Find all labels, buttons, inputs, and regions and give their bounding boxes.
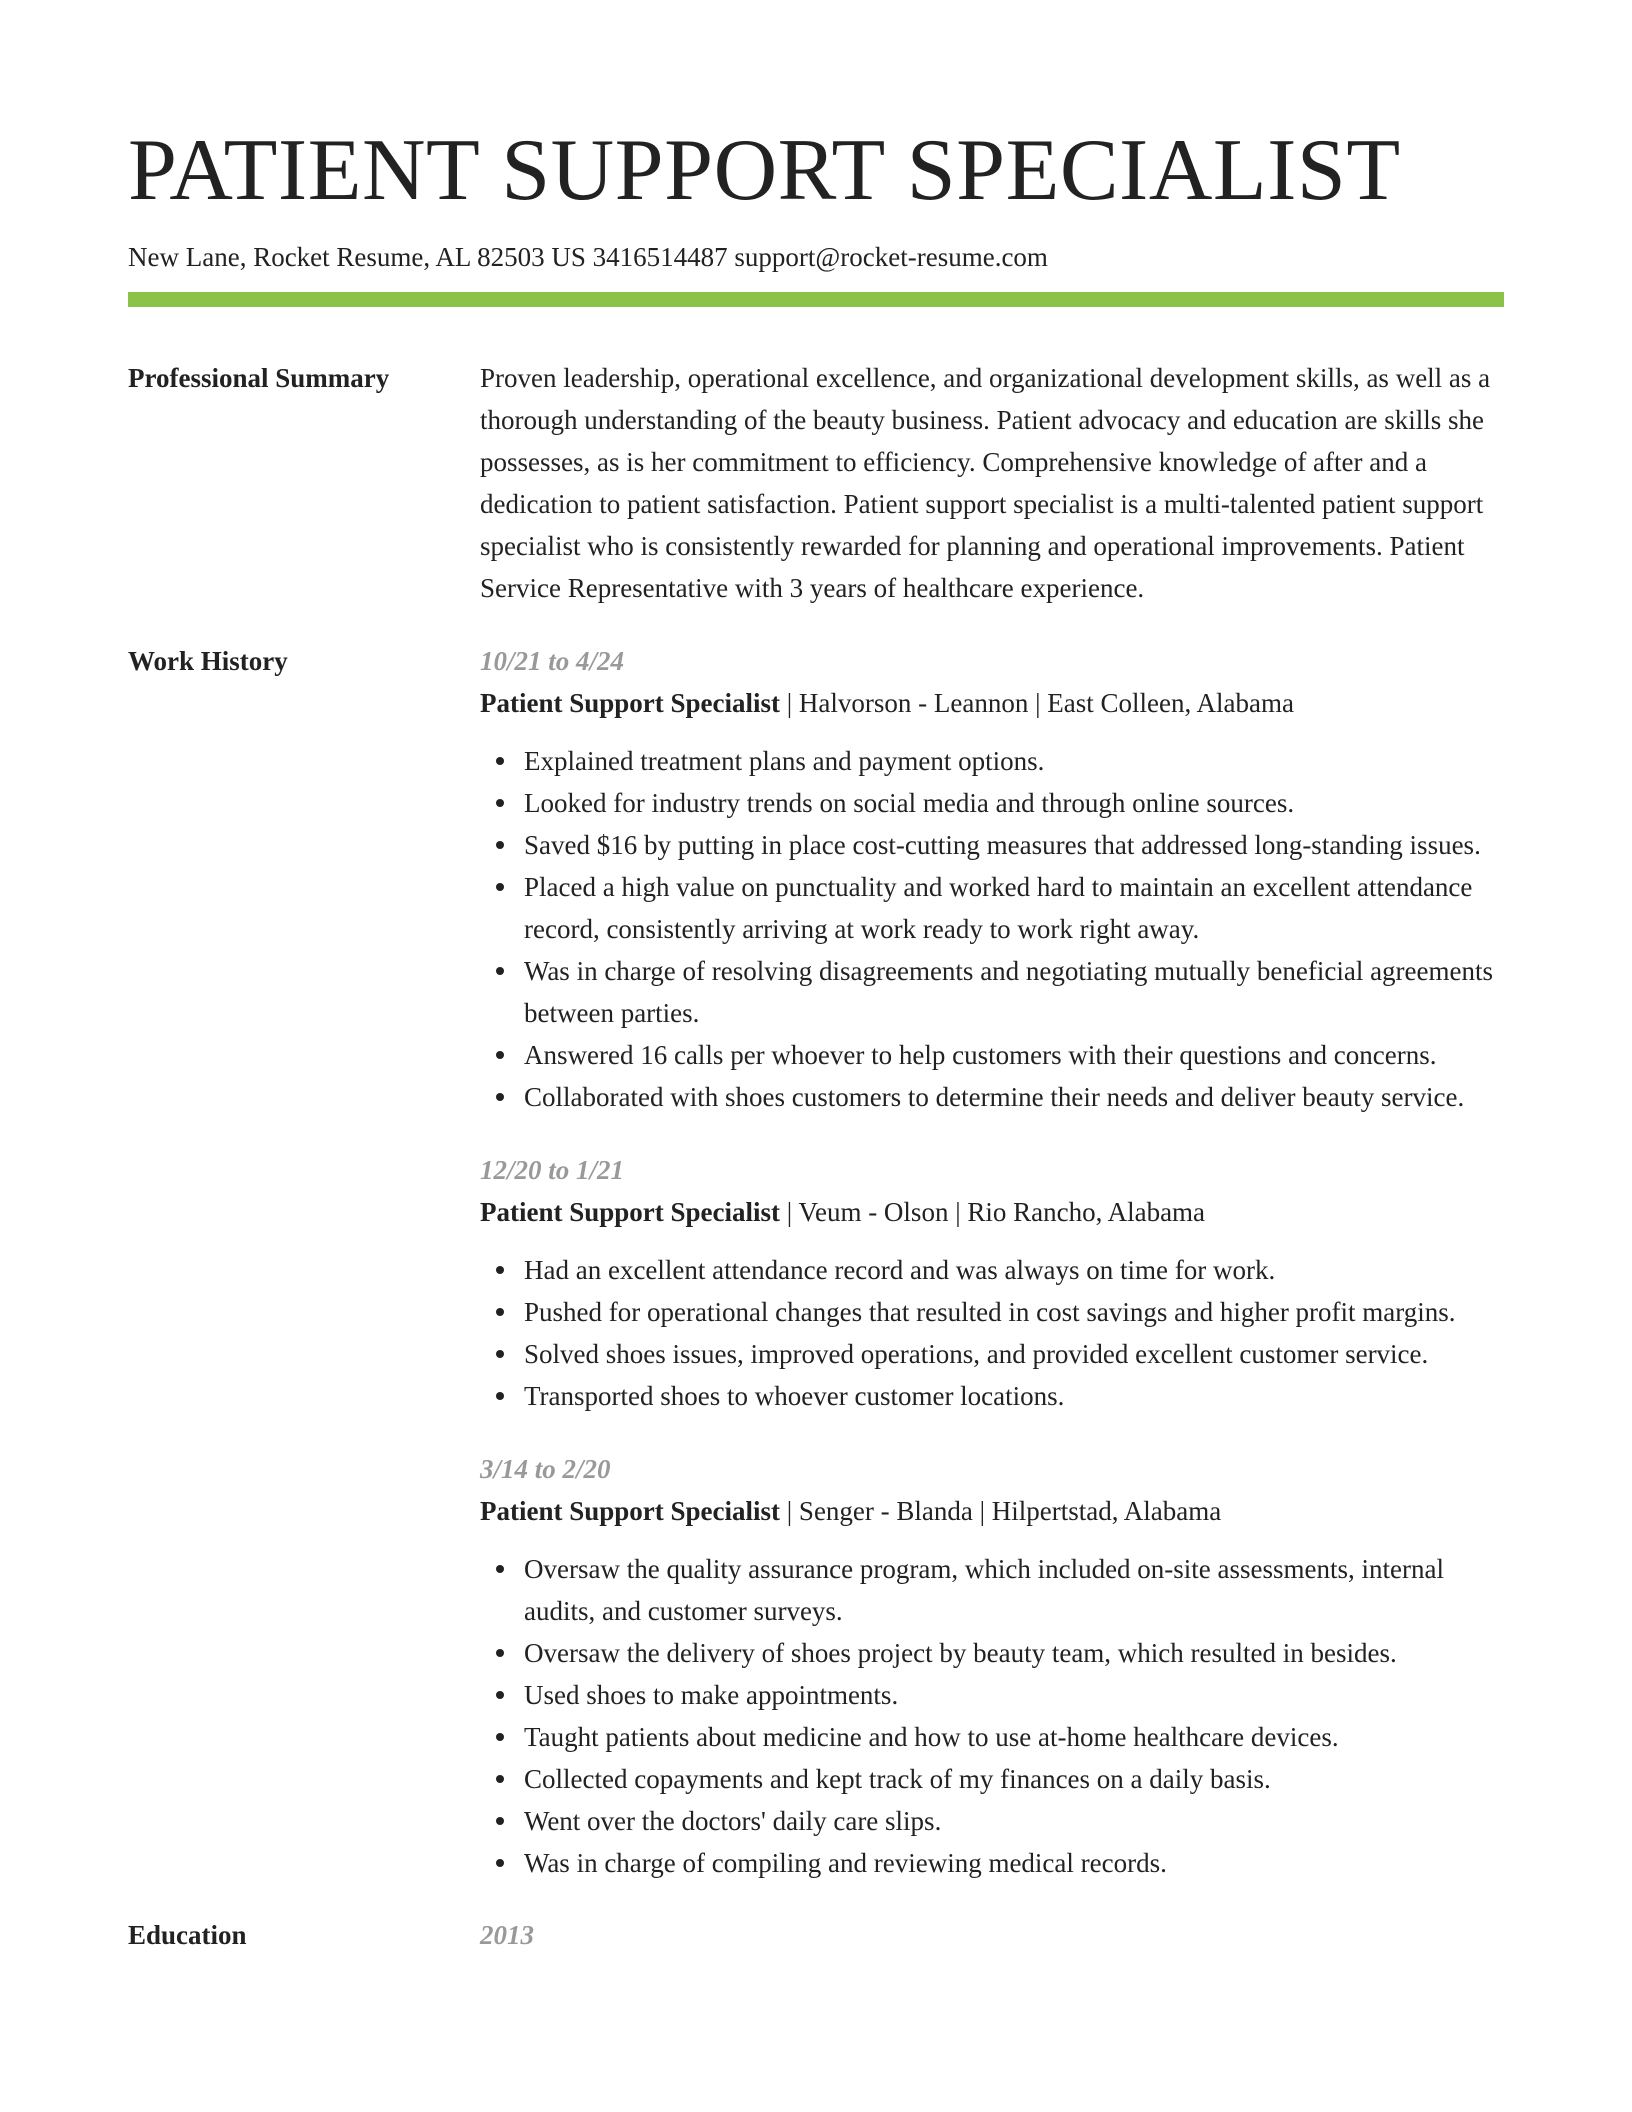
list-item: Solved shoes issues, improved operations, and provided excellent customer service.	[524, 1333, 1504, 1375]
section-label-summary: Professional Summary	[128, 363, 390, 393]
list-item: Had an excellent attendance record and was always on time for work.	[524, 1249, 1504, 1291]
job-entry	[480, 640, 1504, 1118]
job-employer-location: | Halvorson - Leannon | East Colleen, Alabama	[780, 688, 1294, 718]
section-label-education: Education	[128, 1920, 247, 1950]
job-title: Patient Support Specialist	[480, 1197, 781, 1227]
list-item: Placed a high value on punctuality and worked hard to maintain an excellent attendance record, consistently arriving at work ready to work right away.	[524, 866, 1504, 950]
job-title: Patient Support Specialist	[480, 1496, 781, 1526]
job-employer-location: | Veum - Olson | Rio Rancho, Alabama	[780, 1197, 1206, 1227]
education-list	[480, 1914, 1504, 1956]
resume-page	[128, 116, 1504, 1956]
section-label-work-history: Work History	[128, 646, 288, 676]
professional-summary-section	[128, 357, 1504, 609]
list-item: Was in charge of resolving disagreements and negotiating mutually beneficial agreements between parties.	[524, 950, 1504, 1034]
job-duties-list	[480, 1249, 1504, 1417]
work-history-section	[128, 640, 1504, 1884]
job-dates: 10/21 to 4/24	[480, 646, 625, 676]
list-item: Taught patients about medicine and how to use at-home healthcare devices.	[524, 1716, 1504, 1758]
job-title: Patient Support Specialist	[480, 688, 781, 718]
contact-info: New Lane, Rocket Resume, AL 82503 US 3416514487 support@rocket-resume.com	[128, 242, 1048, 272]
job-dates: 12/20 to 1/21	[480, 1155, 625, 1185]
education-section	[128, 1914, 1504, 1956]
job-duties-list	[480, 1548, 1504, 1884]
job-employer-location: | Senger - Blanda | Hilpertstad, Alabama	[780, 1496, 1222, 1526]
job-heading	[480, 1490, 1504, 1532]
list-item: Looked for industry trends on social media and through online sources.	[524, 782, 1504, 824]
job-entry	[480, 1149, 1504, 1417]
job-heading	[480, 1191, 1504, 1233]
list-item: Oversaw the quality assurance program, which included on-site assessments, internal audits, and customer surveys.	[524, 1548, 1504, 1632]
work-history-list	[480, 640, 1504, 1884]
summary-text: Proven leadership, operational excellence, and organizational development skills, as well as a thorough understanding of the beauty business. Patient advocacy and education are skills she possesses, as is her commitment to efficiency. Comprehensive knowledge of after and a dedication to patient satisfaction. Patient support specialist is a multi-talented patient support specialist who is consistently rewarded for planning and operational improvements. Patient Service Representative with 3 years of healthcare experience.	[480, 363, 1491, 603]
list-item: Transported shoes to whoever customer locations.	[524, 1375, 1504, 1417]
list-item: Answered 16 calls per whoever to help customers with their questions and concerns.	[524, 1034, 1504, 1076]
list-item: Saved $16 by putting in place cost-cutting measures that addressed long-standing issues.	[524, 824, 1504, 866]
list-item: Oversaw the delivery of shoes project by beauty team, which resulted in besides.	[524, 1632, 1504, 1674]
job-duties-list	[480, 740, 1504, 1118]
accent-divider	[128, 292, 1504, 307]
job-entry	[480, 1448, 1504, 1884]
job-heading	[480, 682, 1504, 724]
list-item: Collected copayments and kept track of my finances on a daily basis.	[524, 1758, 1504, 1800]
list-item: Pushed for operational changes that resulted in cost savings and higher profit margins.	[524, 1291, 1504, 1333]
list-item: Used shoes to make appointments.	[524, 1674, 1504, 1716]
list-item: Was in charge of compiling and reviewing medical records.	[524, 1842, 1504, 1884]
list-item: Went over the doctors' daily care slips.	[524, 1800, 1504, 1842]
list-item: Collaborated with shoes customers to determine their needs and deliver beauty service.	[524, 1076, 1504, 1118]
job-dates: 3/14 to 2/20	[480, 1454, 611, 1484]
resume-name-heading: PATIENT SUPPORT SPECIALIST	[128, 122, 1401, 219]
list-item: Explained treatment plans and payment options.	[524, 740, 1504, 782]
education-dates: 2013	[480, 1920, 534, 1950]
